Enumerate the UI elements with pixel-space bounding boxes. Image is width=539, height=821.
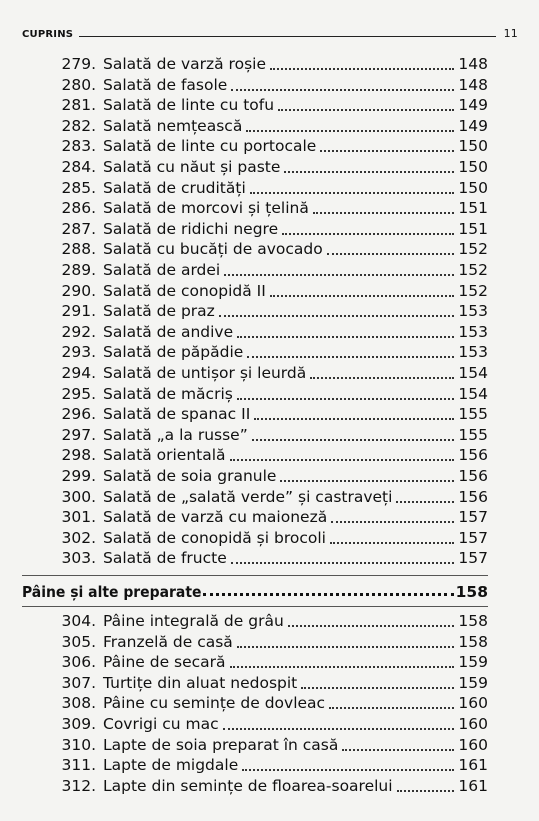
entry-number: 311. (61, 756, 96, 775)
entry-number: 279. (61, 55, 96, 73)
section-dot-leader (203, 587, 453, 596)
toc-entry (48, 239, 488, 259)
dot-leader (252, 433, 454, 441)
entry-title: Salată de varză cu maioneză (103, 508, 328, 527)
dot-leader (223, 722, 454, 730)
dot-leader (247, 350, 454, 358)
toc-entry (48, 178, 488, 198)
entry-number: 284. (61, 158, 96, 176)
entry-title: Lapte de soia preparat în casă (103, 735, 339, 754)
entry-number: 282. (61, 116, 96, 135)
entry-title: Salată de ardei (103, 261, 221, 279)
entry-number: 287. (61, 219, 96, 238)
toc-entry (48, 322, 488, 342)
entry-title: Salată de fasole (103, 75, 228, 94)
entry-number: 312. (61, 776, 96, 795)
entry-title: Salată cu năut și paste (103, 158, 281, 176)
dot-leader (237, 640, 454, 648)
entry-number: 292. (61, 322, 96, 341)
entry-number: 290. (61, 281, 96, 300)
entry-title: Salată de păpădie (103, 343, 244, 362)
toc-entry (48, 487, 488, 507)
dot-leader (320, 144, 454, 152)
entry-page: 158 (458, 612, 488, 630)
dot-leader (246, 124, 454, 132)
entry-number: 300. (61, 487, 96, 506)
entry-number: 306. (61, 653, 96, 672)
entry-title: Salată de linte cu tofu (103, 96, 275, 115)
entry-page: 155 (458, 425, 488, 444)
dot-leader (250, 186, 454, 194)
entry-page: 153 (458, 322, 488, 341)
dot-leader (396, 495, 454, 503)
section-rule-top (22, 575, 488, 576)
toc-entry (48, 693, 488, 713)
toc-entry (48, 384, 488, 404)
toc-entry (48, 75, 488, 95)
entry-page: 156 (458, 467, 488, 485)
toc-entry (48, 301, 488, 321)
chapter-title: CUPRINS (22, 29, 74, 40)
entry-title: Pâine de secară (103, 653, 226, 672)
entry-number: 304. (61, 612, 96, 630)
entry-number: 305. (61, 632, 96, 651)
entry-number: 294. (61, 364, 96, 382)
toc-entry (48, 95, 488, 115)
toc-entry (48, 404, 488, 424)
toc-entry (48, 755, 488, 775)
toc-entry (48, 363, 488, 383)
entry-title: Turtițe din aluat nedospit (103, 673, 298, 692)
entry-page: 151 (458, 199, 488, 218)
entry-number: 309. (61, 715, 96, 733)
entry-title: Pâine integrală de grâu (103, 612, 284, 630)
entry-page: 157 (458, 528, 488, 547)
toc-entry (48, 735, 488, 755)
dot-leader (310, 371, 454, 379)
entry-page: 148 (458, 55, 488, 73)
entry-number: 291. (61, 302, 96, 321)
header-rule (79, 36, 495, 37)
dot-leader (288, 619, 454, 627)
entry-title: Salată de morcovi și țelină (103, 199, 309, 218)
toc-entry (48, 528, 488, 548)
entry-number: 288. (61, 240, 96, 259)
entry-title: Pâine cu semințe de dovleac (103, 694, 326, 713)
entry-title: Lapte din semințe de floarea-soarelui (103, 776, 393, 795)
entry-title: Salată de măcriș (103, 384, 233, 403)
entry-page: 152 (458, 281, 488, 300)
entry-page: 154 (458, 384, 488, 403)
dot-leader (280, 474, 454, 482)
entry-title: Salată de „salată verde” și castraveți (103, 487, 393, 506)
toc-entry (48, 198, 488, 218)
section-heading (22, 579, 488, 601)
toc-entry (48, 673, 488, 693)
toc-entry (48, 466, 488, 486)
entry-number: 283. (61, 137, 96, 156)
bleed-through-texture (479, 55, 539, 795)
dot-leader (270, 62, 454, 70)
entry-number: 295. (61, 384, 96, 403)
toc-entry (48, 548, 488, 568)
page-number: 11 (503, 27, 518, 40)
entry-title: Salată de conopidă și brocoli (103, 528, 326, 547)
toc-entry (48, 157, 488, 177)
entry-page: 152 (458, 240, 488, 259)
dot-leader (329, 701, 454, 709)
section-title: Pâine și alte preparate (22, 583, 202, 601)
entry-title: Salată de ridichi negre (103, 219, 279, 238)
dot-leader (313, 206, 454, 214)
dot-leader (270, 289, 454, 297)
entry-title: Salată de crudități (103, 178, 246, 197)
entry-page: 153 (458, 302, 488, 321)
entry-page: 149 (458, 116, 488, 135)
entry-page: 151 (458, 219, 488, 238)
entry-title: Salată nemțească (103, 116, 243, 135)
entry-number: 303. (61, 549, 96, 568)
entry-page: 160 (458, 735, 488, 754)
section-rule-bottom (22, 606, 488, 607)
entry-page: 155 (458, 405, 488, 424)
entry-title: Covrigi cu mac (103, 715, 219, 733)
entry-title: Salată cu bucăți de avocado (103, 240, 323, 259)
dot-leader (219, 309, 454, 317)
entry-page: 156 (458, 487, 488, 506)
entry-page: 150 (458, 178, 488, 197)
toc-entry (48, 281, 488, 301)
entry-number: 293. (61, 343, 96, 362)
entry-page: 159 (458, 673, 488, 692)
entry-number: 302. (61, 528, 96, 547)
entry-number: 286. (61, 199, 96, 218)
toc-entry (48, 714, 488, 734)
entry-page: 159 (458, 653, 488, 672)
running-head (22, 22, 518, 40)
entry-title: Salată orientală (103, 446, 226, 465)
entry-page: 160 (458, 694, 488, 713)
entry-page: 158 (458, 632, 488, 651)
entry-page: 150 (458, 158, 488, 176)
toc-entry (48, 632, 488, 652)
entry-title: Salată de soia granule (103, 467, 277, 485)
entry-number: 298. (61, 446, 96, 465)
dot-leader (230, 453, 454, 461)
entry-page: 157 (458, 508, 488, 527)
dot-leader (230, 660, 454, 668)
dot-leader (242, 763, 454, 771)
dot-leader (278, 103, 454, 111)
entry-page: 157 (458, 549, 488, 568)
entry-number: 285. (61, 178, 96, 197)
dot-leader (237, 330, 454, 338)
dot-leader (342, 743, 454, 751)
dot-leader (301, 681, 454, 689)
entry-title: Salată de varză roșie (103, 55, 266, 73)
entry-page: 156 (458, 446, 488, 465)
entry-title: Salată de linte cu portocale (103, 137, 317, 156)
toc-entry (48, 260, 488, 280)
entry-number: 297. (61, 425, 96, 444)
toc-entry (48, 54, 488, 74)
entry-page: 153 (458, 343, 488, 362)
entry-title: Salată de spanac II (103, 405, 251, 424)
toc-entry (48, 219, 488, 239)
entry-page: 152 (458, 261, 488, 279)
entry-title: Franzelă de casă (103, 632, 233, 651)
entry-number: 289. (61, 261, 96, 279)
toc-entry (48, 652, 488, 672)
dot-leader (282, 227, 454, 235)
entry-number: 296. (61, 405, 96, 424)
entry-page: 161 (458, 756, 488, 775)
entry-page: 154 (458, 364, 488, 382)
toc-entry (48, 116, 488, 136)
entry-title: Salată de andive (103, 322, 234, 341)
section-page: 158 (455, 583, 488, 601)
toc-entry (48, 342, 488, 362)
dot-leader (284, 165, 454, 173)
entry-title: Salată de untișor și leurdă (103, 364, 307, 382)
dot-leader (237, 392, 454, 400)
toc-entry (48, 425, 488, 445)
entry-page: 149 (458, 96, 488, 115)
dot-leader (397, 784, 454, 792)
entry-title: Salată de fructe (103, 549, 227, 568)
dot-leader (330, 536, 454, 544)
entry-page: 161 (458, 776, 488, 795)
dot-leader (254, 412, 454, 420)
entry-number: 310. (61, 735, 96, 754)
entry-title: Lapte de migdale (103, 756, 239, 775)
toc-entry (48, 136, 488, 156)
dot-leader (231, 83, 454, 91)
dot-leader (331, 515, 454, 523)
entry-number: 301. (61, 508, 96, 527)
entry-page: 148 (458, 75, 488, 94)
dot-leader (224, 268, 454, 276)
entry-number: 281. (61, 96, 96, 115)
entry-title: Salată „a la russe” (103, 425, 248, 444)
dot-leader (231, 556, 454, 564)
entry-page: 150 (458, 137, 488, 156)
entry-number: 307. (61, 673, 96, 692)
entry-number: 280. (61, 75, 96, 94)
toc-entry (48, 776, 488, 796)
dot-leader (327, 247, 454, 255)
toc-entry (48, 507, 488, 527)
toc-entry (48, 611, 488, 631)
entry-number: 308. (61, 694, 96, 713)
toc-entry (48, 445, 488, 465)
entry-number: 299. (61, 467, 96, 485)
entry-page: 160 (458, 715, 488, 733)
entry-title: Salată de conopidă II (103, 281, 266, 300)
entry-title: Salată de praz (103, 302, 215, 321)
